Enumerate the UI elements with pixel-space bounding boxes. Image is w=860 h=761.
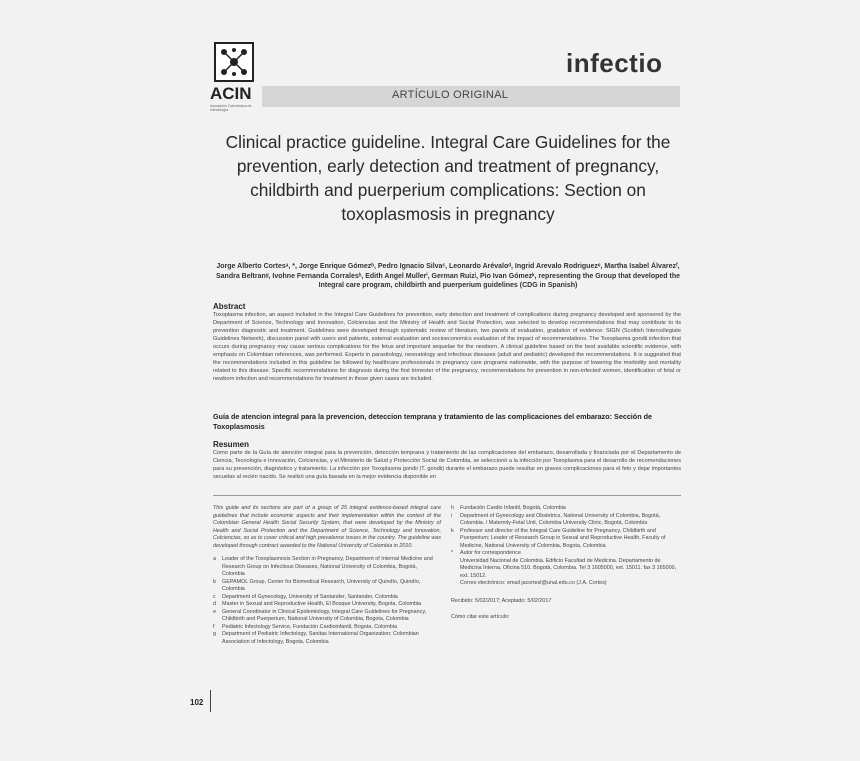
abstract-text: Toxoplasma infection, an aspect included in the Integral Care Guidelines for prevention, early detection and treatment of complications during pregnancy developed and sponsored by the Department of Science, Technology and Innovation, Colciencias and the Ministry of Health and Social Protection, was selected to develop recommendations that may contribute to its prevention diagnostic and treatment. Guidelines were developed through systematic review of literature, two panels of evaluation, gradation of evidence: SIGN (Scottish Intercollegiate Guidelines Network), discussion panel with users and patients, external evaluation and socioeconomics evaluation of the impact of recommendations. The Toxoplasma gondii infection that occurs during pregnancy may cause serious complications for the fetus and important sequelae for the newborn. A clinical guideline based on the best available scientific evidence, with emphasis on Colombian references, was performed. Experts in parasitology, neonatology and infectious diseases (adult and pediatric) developed the recommendations. It is suggested that the recommendations included in this guideline be followed by healthcare professionals in pregnancy care programs nationwide, with the purpose of lowering the morbidity and mortality related to this disease. Specific recommendations for diagnosis during the first trimester of the pregnancy, recommendations for prevention in non-infected women, identification of fetal or newborn infection and recommendations for treatment in those given cases are included. — [213, 312, 681, 382]
affiliation-item: h Fundación Cardio Infantil, Bogotá, Colombia — [451, 505, 566, 511]
cite-label: Cómo citar este artículo: — [451, 614, 510, 620]
affiliation-item: f Pediatric Infectology Service, Fundación Cardioinfantil, Bogota, Colombia — [213, 623, 397, 630]
affiliation-item: b GEPAMOL Group, Center for Biomedical Research, University of Quindío, Quindío, Colombia — [213, 578, 421, 592]
affiliation-item: k Professor and director of the Integral Care Guideline for Pregnancy, Childbirth and Puerperium; Leader of Research Group in Sexual and Reproductive Health, Faculty of Medicine, National University of Colombia, Bogota, Colombia — [451, 527, 666, 549]
affiliation-item: i Department of Gynecology and Obstetrics, National University of Colombia, Bogotá, Colombia. / Maternity-Fetal Unit, Colombia University Clinic, Bogotá, Colombia — [451, 512, 661, 526]
infectio-logo: infectio — [566, 48, 663, 78]
resumen-text: Como parte de la Guía de atención integral para la prevención, detección temprana y tratamiento de las complicaciones del embarazo, desarrollada y financiada por el Departamento de Ciencia, Tecnología e Innovación, Colciencias, y el Ministerio de Salud y Protección Social de Colombia, se seleccionó a la infección por Toxoplasma para el desarrollo de recomendaciones para su prevención, diagnóstico y tratamiento. La infección por Toxoplasma gondii (T. gondii) durante el embarazo puede resultar en graves complicaciones para el feto y dejar importantes secuelas al recién nacido. Se realizó una guía basada en la mejor evidencia disponible en — [213, 450, 681, 480]
resumen-heading: Resumen — [213, 440, 250, 449]
acin-wordmark: ACIN — [210, 84, 252, 103]
page-number: 102 — [190, 698, 204, 707]
correspondence-label: * Autor for correspondence — [451, 550, 521, 556]
section-label: ARTÍCULO ORIGINAL — [392, 89, 509, 101]
acin-logo — [210, 42, 258, 120]
affiliation-item: c Department of Gynecology, University of Santander, Santander, Colombia — [213, 593, 398, 600]
acin-subtitle: Asociación Colombiana de Infectología — [210, 104, 252, 112]
divider — [213, 495, 681, 496]
affiliation-item: g Department of Pediatric Infectology, Sanitas International Organization; Colombian Association of Infectology, Bogota, Colombia — [213, 631, 419, 645]
section-band — [262, 86, 680, 107]
affiliation-item: e General Coordinator in Clinical Epidemiology, Integral Care Guidelines for Pregnancy, Childbirth and Puerperium, National University of Colombia, Bogota, Colombia — [213, 608, 427, 622]
guideline-note: This guide and its sections are part of a group of 25 integral evidence-based integral care guidelines that include economic aspects and their implementation within the context of the Colombian General Health Social Security System, that were developed by the Ministry of Health and Social Protection and the Department of Science, Technology and Innovation, Colciencias, so as to cover critical and high prevalence issues in the country. The guideline was developed through contract awarded to the National University of Colombia in 2010. — [213, 505, 441, 549]
abstract-heading: Abstract — [213, 302, 246, 311]
received-dates: Recibido: 5/02/2017; Aceptado: 5/02/2017 — [451, 597, 552, 604]
affiliation-list-left — [213, 556, 441, 646]
correspondence-email[interactable]: Correo electrónico: email jacortesl@unal.edu.co (J.A. Cortes) — [460, 580, 607, 586]
acin-emblem-icon — [214, 42, 254, 82]
spanish-title: Guía de atencion integral para la prevencion, deteccion temprana y tratamiento de las complicaciones del embarazo: Sección de Toxoplasmosis — [213, 412, 652, 431]
author-list: Jorge Alberto Cortesᵃ, *, Jorge Enrique Gómezᵇ, Pedro Ignacio Silvaᶜ, Leonardo Arévaloᵈ, Ingrid Arevalo Rodriguezᵉ, Martha Isabel Álvarezᶠ, Sandra Beltranᵍ, Ivohne Fernanda Corralesʰ, Edith Angel Mullerⁱ, German Ruizʲ, Pio Ivan Gómezᵏ, representing the Group that developed the Integral care program, childbirth and puerperium guidelines (CDG in Spanish) — [215, 263, 681, 289]
affiliation-item: a Leader of the Toxoplasmosis Section in Pregnancy, Department of Internal Medicine and Research Group on Infectious Diseases, National University of Colombia, Bogotá, Colombia — [213, 556, 433, 577]
page-number-rule — [210, 690, 211, 712]
correspondence-address: Universidad Nacional de Colombia. Edificio Facultad de Medicina. Departamento de Medicina Interna, Oficina 510. Bogotá, Colombia. Tel 3 1605000, ext. 15011. fax 3 165000, ext. 15012. — [460, 557, 677, 579]
left-footnotes-column — [213, 505, 441, 646]
right-footnotes-column — [451, 505, 681, 622]
article-title: Clinical practice guideline. Integral Care Guidelines for the prevention, early detection and treatment of pregnancy, childbirth and puerperium complications: Section on toxoplasmosis in pregnancy — [225, 132, 671, 224]
affiliation-item: d Master in Sexual and Reproductive Health, El Bosque University, Bogota, Colombia — [213, 601, 422, 607]
